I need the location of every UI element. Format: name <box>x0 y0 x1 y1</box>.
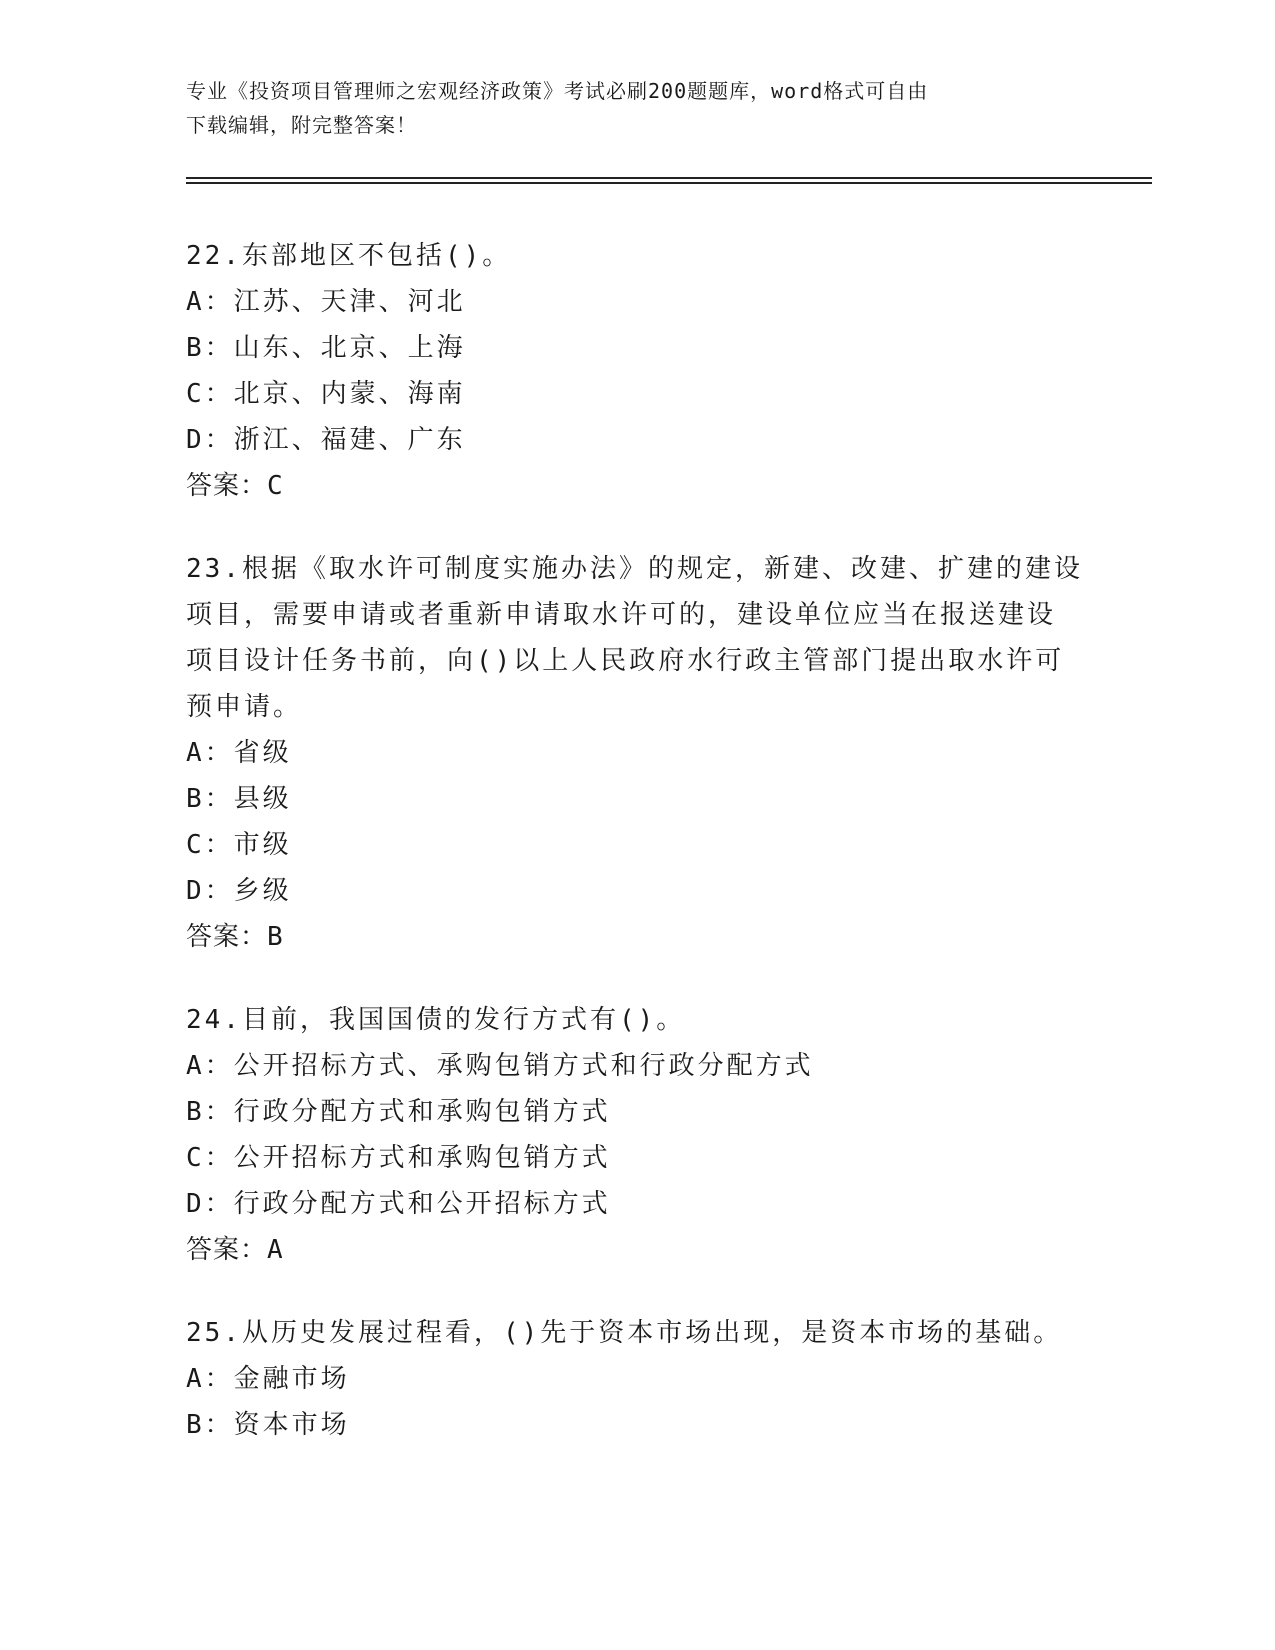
question-stem: 25.从历史发展过程看，()先于资本市场出现，是资本市场的基础。 <box>186 1318 1063 1348</box>
question-stem: 22.东部地区不包括()。 <box>186 241 512 271</box>
question-stem-line-3: 项目设计任务书前，向()以上人民政府水行政主管部门提出取水许可 <box>186 646 1065 676</box>
option-c: C：市级 <box>186 830 292 860</box>
question-24 <box>186 997 1086 1273</box>
option-c: C：北京、内蒙、海南 <box>186 379 466 409</box>
question-stem: 24.目前，我国国债的发行方式有()。 <box>186 1005 686 1035</box>
option-a: A：江苏、天津、河北 <box>186 287 466 317</box>
option-a: A：金融市场 <box>186 1364 350 1394</box>
option-a: A：省级 <box>186 738 292 768</box>
question-23 <box>186 546 1086 960</box>
option-c: C：公开招标方式和承购包销方式 <box>186 1143 611 1173</box>
answer-line: 答案：A <box>186 1235 284 1265</box>
option-b: B：行政分配方式和承购包销方式 <box>186 1097 611 1127</box>
option-a: A：公开招标方式、承购包销方式和行政分配方式 <box>186 1051 814 1081</box>
option-d: D：乡级 <box>186 876 292 906</box>
header-rule-top <box>186 177 1152 179</box>
answer-line: 答案：B <box>186 922 284 952</box>
question-stem-line-2: 项目，需要申请或者重新申请取水许可的，建设单位应当在报送建设 <box>186 600 1057 630</box>
header-line-2: 下载编辑，附完整答案！ <box>186 113 417 137</box>
question-stem-line-4: 预申请。 <box>186 692 303 722</box>
question-stem-line-1: 23.根据《取水许可制度实施办法》的规定，新建、改建、扩建的建设 <box>186 554 1083 584</box>
answer-line: 答案：C <box>186 471 284 501</box>
option-d: D：行政分配方式和公开招标方式 <box>186 1189 611 1219</box>
document-header <box>186 74 1086 142</box>
option-b: B：山东、北京、上海 <box>186 333 466 363</box>
option-d: D：浙江、福建、广东 <box>186 425 466 455</box>
header-rule-bottom <box>186 182 1152 184</box>
question-25 <box>186 1310 1086 1448</box>
header-line-1: 专业《投资项目管理师之宏观经济政策》考试必刷200题题库，word格式可自由 <box>186 79 929 103</box>
option-b: B：资本市场 <box>186 1410 350 1440</box>
question-list <box>186 233 1086 1485</box>
question-22 <box>186 233 1086 509</box>
option-b: B：县级 <box>186 784 292 814</box>
